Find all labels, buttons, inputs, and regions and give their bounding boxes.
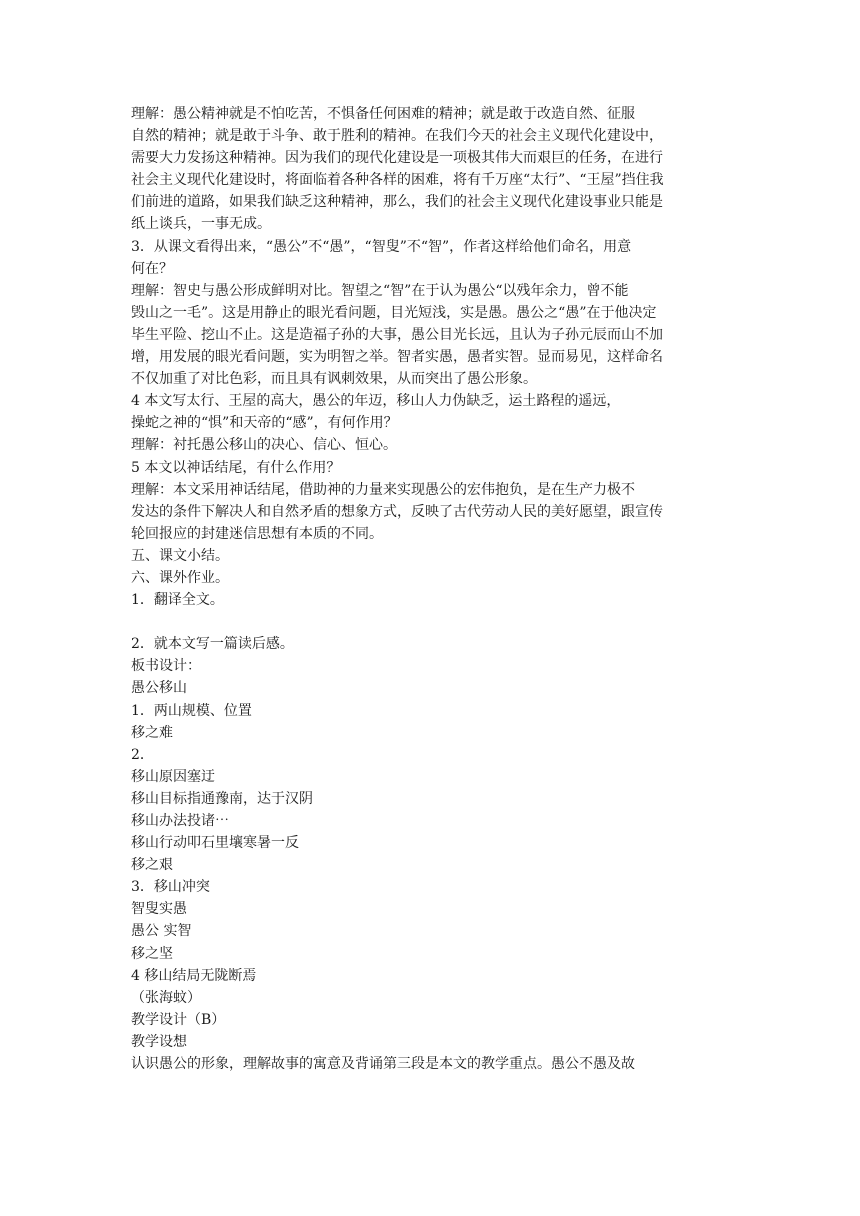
question-3: 3．从课文看得出来，“愚公”不“愚”，“智叟”不“智”，作者这样给他们命名，用意 <box>131 238 632 255</box>
text-line: 自然的精神；就是敢于斗争、敢于胜利的精神。在我们今天的社会主义现代化建设中， <box>131 128 663 145</box>
text-line: 理解：愚公精神就是不怕吃苦，不惧备任何困难的精神；就是敢于改造自然、征服 <box>131 106 635 122</box>
blackboard-title: 愚公移山 <box>131 680 187 697</box>
text-line: 3．移山冲突 <box>131 879 210 896</box>
text-line: 轮回报应的封建迷信思想有本质的不同。 <box>131 525 383 542</box>
text-line: 愚公 实智 <box>131 923 192 940</box>
text-line: 移之难 <box>131 724 173 741</box>
text-line: 移之艰 <box>131 857 173 874</box>
text-line: 操蛇之神的“惧”和天帝的“感”，有何作用？ <box>131 415 398 432</box>
text-line: 2． <box>131 746 154 763</box>
text-line: 们前进的道路，如果我们缺乏这种精神，那么，我们的社会主义现代化建设事业只能是 <box>131 194 663 211</box>
text-line: 4 移山结局无陇断焉 <box>131 967 257 984</box>
text-line: 移山办法投诸⋯ <box>131 813 229 829</box>
text-line: 移山目标指通豫南，达于汉阴 <box>131 790 313 807</box>
text-line: 增，用发展的眼光看问题，实为明智之举。智者实愚，愚者实智。显而易见，这样命名 <box>131 349 663 366</box>
homework-item-2: 2．就本文写一篇读后感。 <box>131 636 294 653</box>
text-line: 毕生平险、挖山不止。这是造福子孙的大事，愚公目光长远，且认为子孙元辰而山不加 <box>131 326 663 343</box>
text-line: 1．两山规模、位置 <box>131 702 252 719</box>
text-line: 移山行动叩石里壤寒暑一反 <box>131 835 299 852</box>
section-homework-heading: 六、课外作业。 <box>131 569 229 586</box>
text-line: 理解：本文采用神话结尾，借助神的力量来实现愚公的宏伟抱负，是在生产力极不 <box>131 481 635 498</box>
section-summary-heading: 五、课文小结。 <box>131 547 229 564</box>
text-line: 理解：衬托愚公移山的决心、信心、恒心。 <box>131 437 397 454</box>
blackboard-design-heading: 板书设计： <box>131 658 201 675</box>
text-line: 移山原因塞迂 <box>131 768 215 785</box>
blank-line <box>131 611 731 633</box>
text-line: 需要大力发扬这种精神。因为我们的现代化建设是一项极其伟大而艰巨的任务，在进行 <box>131 150 663 167</box>
text-line: 发达的条件下解决人和自然矛盾的想象方式，反映了古代劳动人民的美好愿望，跟宣传 <box>131 503 663 520</box>
teaching-concept-heading: 教学设想 <box>131 1033 187 1050</box>
text-line: 纸上谈兵，一事无成。 <box>131 216 271 233</box>
text-line: 何在？ <box>131 260 173 277</box>
text-line: 智叟实愚 <box>131 901 187 918</box>
text-line: 社会主义现代化建设时，将面临着各种各样的困难，将有千万座“太行”、“王屋”挡住我 <box>131 172 664 189</box>
text-line: 认识愚公的形象，理解故事的寓意及背诵第三段是本文的教学重点。愚公不愚及故 <box>131 1056 635 1073</box>
text-line: 不仅加重了对比色彩，而且具有讽刺效果，从而突出了愚公形象。 <box>131 371 537 388</box>
author-credit: （张海蚊） <box>131 989 201 1006</box>
question-5: 5 本文以神话结尾，有什么作用？ <box>131 459 341 476</box>
document-body <box>131 103 731 1075</box>
text-line: 理解：智史与愚公形成鲜明对比。智望之“智”在于认为愚公“以残年余力，曾不能 <box>131 282 629 299</box>
text-line: 毁山之一毛”。这是用静止的眼光看问题，目光短浅，实是愚。愚公之“愚”在于他决定 <box>131 304 657 321</box>
homework-item-1: 1．翻译全文。 <box>131 592 224 609</box>
text-line: 移之坚 <box>131 945 173 962</box>
teaching-design-b-heading: 教学设计（B） <box>131 1011 226 1028</box>
question-4: 4 本文写太行、王屋的高大，愚公的年迈，移山人力伪缺乏，运土路程的遥远， <box>131 393 621 410</box>
